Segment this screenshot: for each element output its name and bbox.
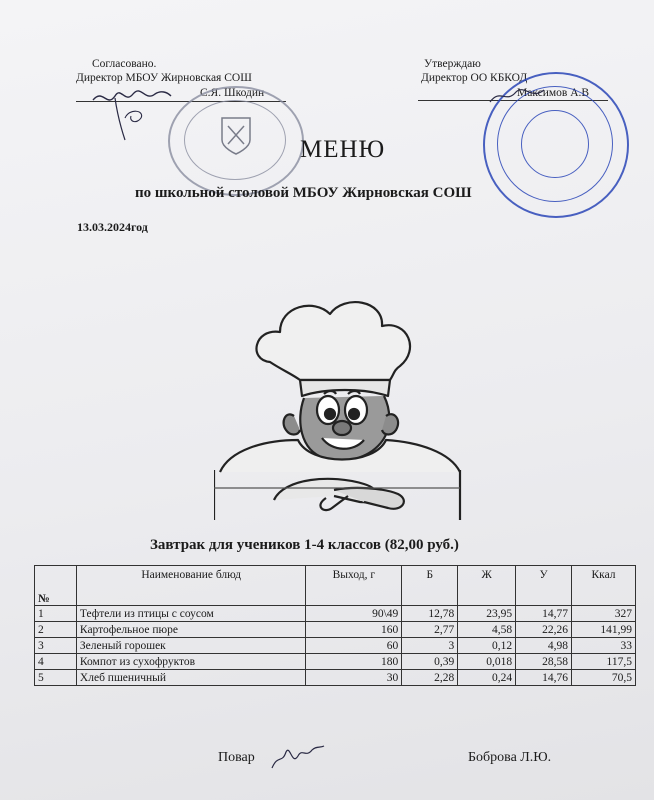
school-stamp	[168, 86, 304, 196]
row-number: 1	[35, 606, 77, 622]
dish-fats: 0,018	[458, 654, 516, 670]
row-number: 4	[35, 654, 77, 670]
dish-name: Хлеб пшеничный	[76, 670, 306, 686]
dish-fats: 0,12	[458, 638, 516, 654]
dish-portion: 160	[306, 622, 402, 638]
approval-label: Согласовано.	[92, 58, 157, 70]
table-row	[35, 654, 636, 670]
dish-portion: 180	[306, 654, 402, 670]
col-carbs: У	[516, 566, 572, 606]
dish-kcal: 327	[572, 606, 636, 622]
chef-illustration	[214, 290, 464, 520]
dish-portion: 90\49	[306, 606, 402, 622]
table-row	[35, 670, 636, 686]
col-dish-name: Наименование блюд	[76, 566, 306, 606]
director-signature-left	[85, 78, 175, 148]
approve-director-title: Директор ОО КБКОД	[421, 72, 528, 84]
table-row	[35, 606, 636, 622]
director-signature-right	[486, 80, 556, 110]
dish-fats: 0,24	[458, 670, 516, 686]
approval-director-name: С.Я. Шкодин	[200, 87, 265, 99]
row-number: 2	[35, 622, 77, 638]
dish-carbs: 4,98	[516, 638, 572, 654]
dish-carbs: 14,77	[516, 606, 572, 622]
dish-proteins: 2,28	[402, 670, 458, 686]
dish-name: Зеленый горошек	[76, 638, 306, 654]
menu-date: 13.03.2024год	[77, 220, 148, 234]
page-subtitle: по школьной столовой МБОУ Жирновская СОШ	[135, 185, 472, 201]
col-number: №	[35, 566, 77, 606]
approve-director-name: Максимов А.В	[517, 87, 590, 99]
dish-name: Компот из сухофруктов	[76, 654, 306, 670]
dish-kcal: 117,5	[572, 654, 636, 670]
dish-kcal: 70,5	[572, 670, 636, 686]
table-row	[35, 638, 636, 654]
dish-portion: 30	[306, 670, 402, 686]
menu-table	[34, 565, 636, 686]
table-row	[35, 622, 636, 638]
approve-label: Утверждаю	[424, 58, 481, 70]
dish-name: Картофельное пюре	[76, 622, 306, 638]
dish-fats: 4,58	[458, 622, 516, 638]
dish-name: Тефтели из птицы с соусом	[76, 606, 306, 622]
cook-role: Повар	[218, 750, 255, 765]
row-number: 3	[35, 638, 77, 654]
dish-carbs: 28,58	[516, 654, 572, 670]
col-fats: Ж	[458, 566, 516, 606]
dish-kcal: 141,99	[572, 622, 636, 638]
col-portion: Выход, г	[306, 566, 402, 606]
dish-proteins: 3	[402, 638, 458, 654]
cook-signature	[268, 738, 328, 778]
dish-carbs: 22,26	[516, 622, 572, 638]
dish-carbs: 14,76	[516, 670, 572, 686]
dish-proteins: 0,39	[402, 654, 458, 670]
col-kcal: Ккал	[572, 566, 636, 606]
cook-name: Боброва Л.Ю.	[468, 750, 552, 765]
col-proteins: Б	[402, 566, 458, 606]
page-title: МЕНЮ	[300, 136, 386, 163]
dish-fats: 23,95	[458, 606, 516, 622]
meal-title: Завтрак для учеников 1-4 классов (82,00 руб.)	[150, 537, 459, 553]
dish-proteins: 2,77	[402, 622, 458, 638]
dish-portion: 60	[306, 638, 402, 654]
dish-proteins: 12,78	[402, 606, 458, 622]
dish-kcal: 33	[572, 638, 636, 654]
approval-director-title: Директор МБОУ Жирновская СОШ	[76, 72, 252, 84]
table-header-row	[35, 566, 636, 606]
row-number: 5	[35, 670, 77, 686]
